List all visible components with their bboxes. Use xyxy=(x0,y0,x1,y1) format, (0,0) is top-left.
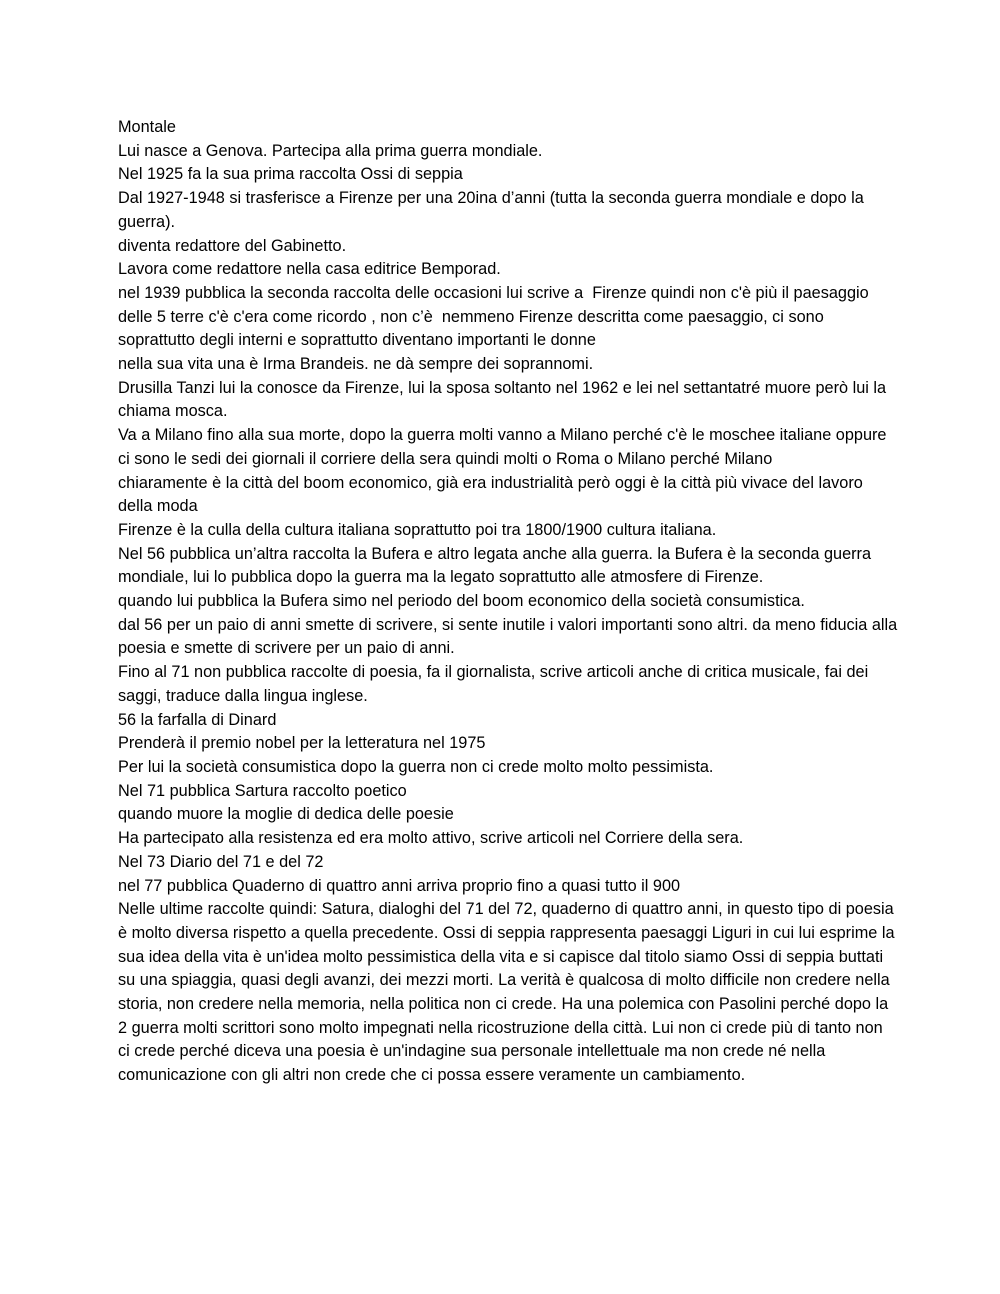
paragraph-ultime-raccolte: Nelle ultime raccolte quindi: Satura, dialoghi del 71 del 72, quaderno di quattro anni, in questo tipo di poesia è molto diversa rispetto a quella precedente. Ossi di seppia rappresenta paesaggi Liguri in cui lui esprime la sua idea della vita è un'idea molto pessimistica della vita e si capisce dal titolo siamo Ossi di seppia buttati su una spiaggia, quasi degli avanzi, dei mezzi morti. La verità è qualcosa di molto difficile non credere nella storia, non credere nella memoria, nella politica non ci crede. Ha una polemica con Pasolini perché dopo la 2 guerra molti scrittori sono molto impegnati nella ricostruzione della città. Lui non ci crede più di tanto non ci crede perché diceva una poesia è un'indagine sua personale intellettuale ma non crede né nella comunicazione con gli altri non crede che ci possa essere veramente un cambiamento. xyxy=(118,900,900,1085)
paragraph-moglie: quando muore la moglie di dedica delle poesie xyxy=(118,805,454,824)
paragraph-firenze-move: Dal 1927-1948 si trasferisce a Firenze per una 20ina d’anni (tutta la seconda guerra mondiale e dopo la guerra). xyxy=(118,189,869,231)
paragraph-bemporad: Lavora come redattore nella casa editrice Bemporad. xyxy=(118,260,501,279)
paragraph-sartura: Nel 71 pubblica Sartura raccolto poetico xyxy=(118,781,407,800)
paragraph-irma-brandeis: nella sua vita una è Irma Brandeis. ne dà sempre dei soprannomi. xyxy=(118,355,594,374)
paragraph-resistenza: Ha partecipato alla resistenza ed era molto attivo, scrive articoli nel Corriere della sera. xyxy=(118,829,744,848)
paragraph-gabinetto: diventa redattore del Gabinetto. xyxy=(118,236,347,255)
document-title: Montale xyxy=(118,118,176,136)
paragraph-birth: Lui nasce a Genova. Partecipa alla prima guerra mondiale. xyxy=(118,141,543,160)
paragraph-1939: nel 1939 pubblica la seconda raccolta delle occasioni lui scrive a Firenze quindi non c'è più il paesaggio delle 5 terre c'è c'era come ricordo , non c’è nemmeno Firenze descritta come paesaggio, ci sono soprattutto degli interni e soprattutto diventano importanti le donne xyxy=(118,283,874,350)
paragraph-milano: Va a Milano fino alla sua morte, dopo la guerra molti vanno a Milano perché c'è le moschee italiane oppure ci sono le sedi dei giornali il corriere della sera quindi molti o Roma o Milano perché Milano xyxy=(118,426,892,468)
paragraph-pessimista: Per lui la società consumistica dopo la guerra non ci crede molto molto pessimista. xyxy=(118,757,714,776)
document-page xyxy=(118,116,902,1088)
paragraph-giornalista: Fino al 71 non pubblica raccolte di poesia, fa il giornalista, scrive articoli anche di critica musicale, fai dei saggi, traduce dalla lingua inglese. xyxy=(118,663,873,705)
paragraph-1925: Nel 1925 fa la sua prima raccolta Ossi di seppia xyxy=(118,165,463,184)
paragraph-boom: chiaramente è la città del boom economico, già era industrialità però oggi è la città più vivace del lavoro della moda xyxy=(118,473,868,516)
paragraph-diario: Nel 73 Diario del 71 e del 72 xyxy=(118,852,324,871)
paragraph-bufera-boom: quando lui pubblica la Bufera simo nel periodo del boom economico della società consumistica. xyxy=(118,592,805,611)
paragraph-smette: dal 56 per un paio di anni smette di scrivere, si sente inutile i valori importanti sono altri. da meno fiducia alla poesia e smette di scrivere per un paio di anni. xyxy=(118,615,902,658)
paragraph-drusilla-tanzi: Drusilla Tanzi lui la conosce da Firenze, lui la sposa soltanto nel 1962 e lei nel settantatré muore però lui la chiama mosca. xyxy=(118,378,891,421)
paragraph-bufera: Nel 56 pubblica un’altra raccolta la Bufera e altro legata anche alla guerra. la Bufera è la seconda guerra mondiale, lui lo pubblica dopo la guerra ma la legato soprattutto alle atmosfere di Firenze. xyxy=(118,544,876,587)
paragraph-quaderno: nel 77 pubblica Quaderno di quattro anni arriva proprio fino a quasi tutto il 900 xyxy=(118,876,681,895)
paragraph-nobel: Prenderà il premio nobel per la letteratura nel 1975 xyxy=(118,734,486,753)
paragraph-firenze-culla: Firenze è la culla della cultura italiana soprattutto poi tra 1800/1900 cultura italiana. xyxy=(118,520,717,539)
paragraph-farfalla: 56 la farfalla di Dinard xyxy=(118,710,277,729)
